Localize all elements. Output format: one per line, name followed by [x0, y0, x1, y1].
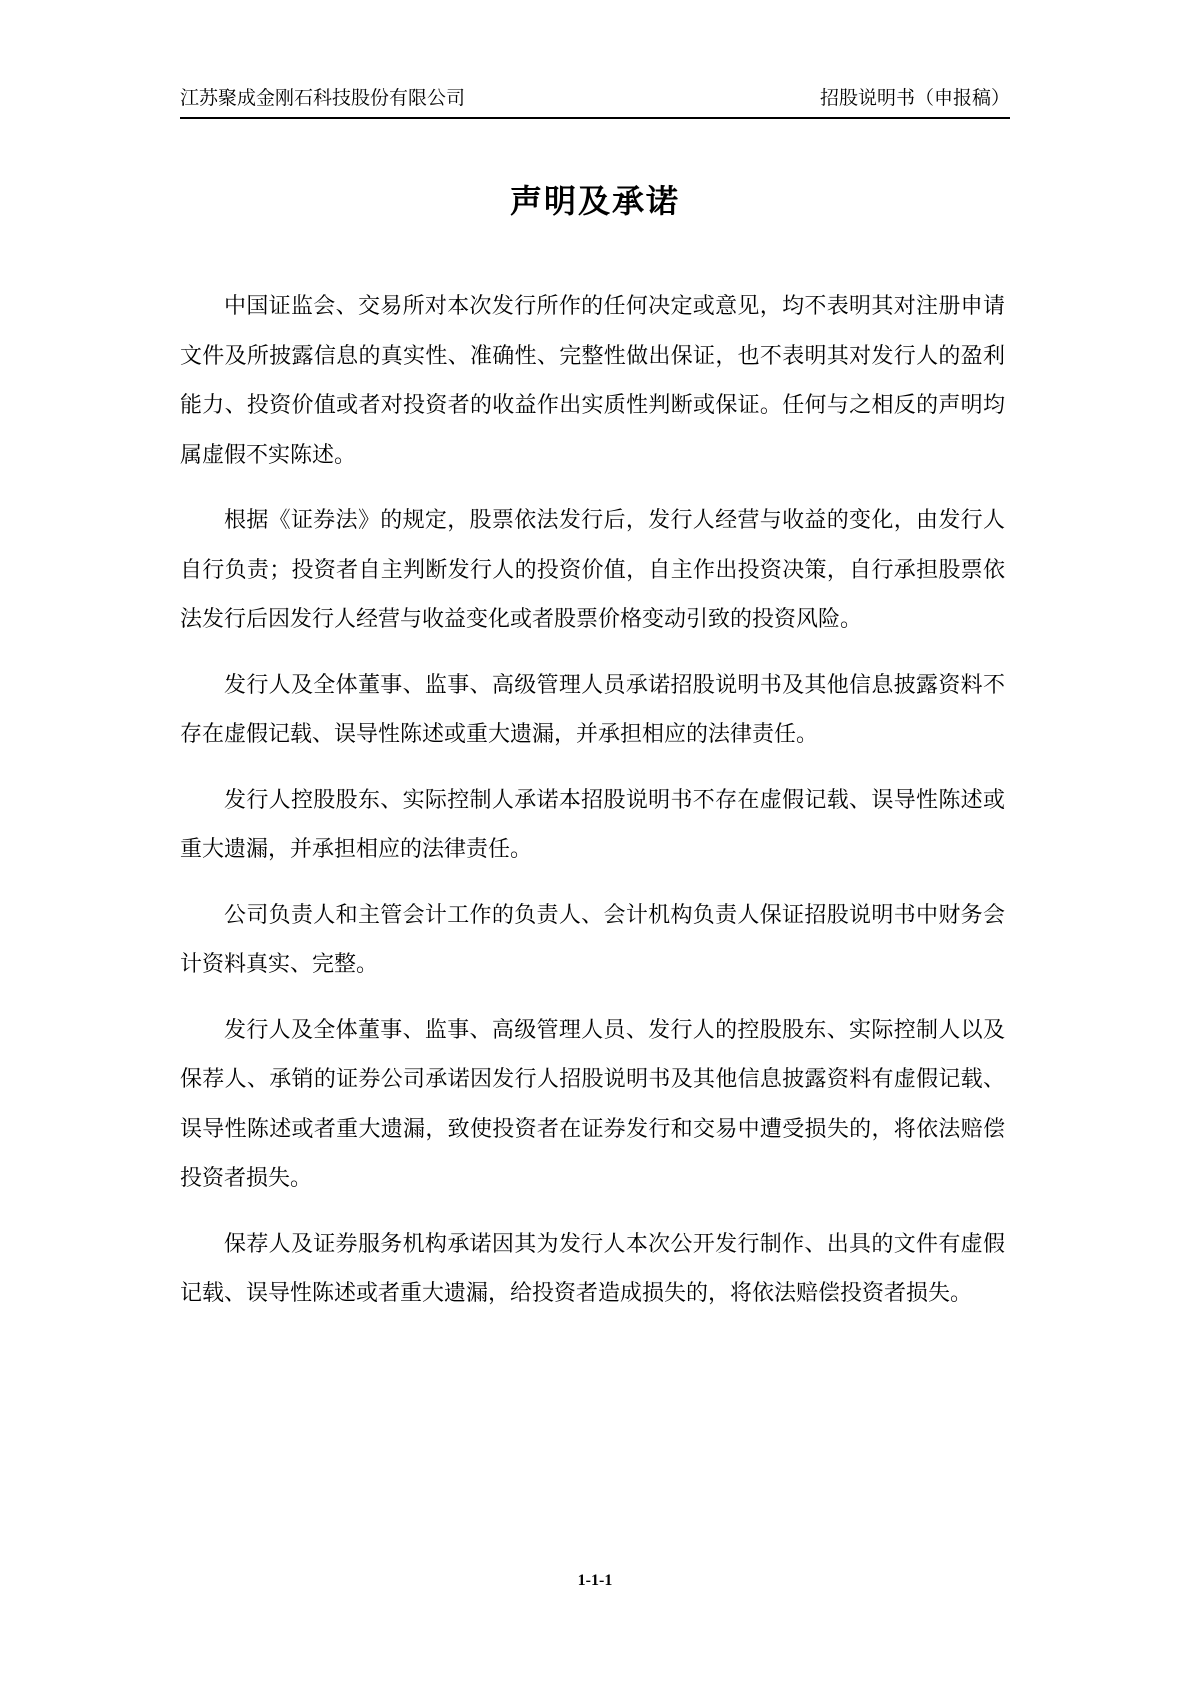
paragraph-regulator-disclaimer: 中国证监会、交易所对本次发行所作的任何决定或意见，均不表明其对注册申请文件及所披露信息的真实性、准确性、完整性做出保证，也不表明其对发行人的盈利能力、投资价值或者对投资者的收益作出实质性判断或保证。任何与之相反的声明均属虚假不实陈述。	[180, 294, 1005, 468]
page-number: 1-1-1	[577, 1572, 613, 1589]
statement-body	[180, 282, 1005, 1335]
page-header	[180, 84, 1010, 112]
paragraph-investment-risk: 根据《证券法》的规定，股票依法发行后，发行人经营与收益的变化，由发行人自行负责；投资者自主判断发行人的投资价值，自主作出投资决策，自行承担股票依法发行后因发行人经营与收益变化或者股票价格变动引致的投资风险。	[180, 508, 1005, 632]
page-title: 声明及承诺	[509, 182, 680, 220]
header-document-type: 招股说明书（申报稿）	[819, 87, 1010, 109]
header-company-name: 江苏聚成金刚石科技股份有限公司	[180, 87, 466, 109]
paragraph-sponsor-commitment: 保荐人及证券服务机构承诺因其为发行人本次公开发行制作、出具的文件有虚假记载、误导性陈述或者重大遗漏，给投资者造成损失的，将依法赔偿投资者损失。	[180, 1231, 1005, 1306]
paragraph-financial-data-guarantee: 公司负责人和主管会计工作的负责人、会计机构负责人保证招股说明书中财务会计资料真实、完整。	[180, 902, 1005, 977]
paragraph-directors-commitment: 发行人及全体董事、监事、高级管理人员承诺招股说明书及其他信息披露资料不存在虚假记载、误导性陈述或重大遗漏，并承担相应的法律责任。	[180, 672, 1005, 747]
paragraph-controlling-shareholder-commitment: 发行人控股股东、实际控制人承诺本招股说明书不存在虚假记载、误导性陈述或重大遗漏，并承担相应的法律责任。	[180, 787, 1005, 862]
paragraph-compensation-commitment: 发行人及全体董事、监事、高级管理人员、发行人的控股股东、实际控制人以及保荐人、承销的证券公司承诺因发行人招股说明书及其他信息披露资料有虚假记载、误导性陈述或者重大遗漏，致使投资者在证券发行和交易中遭受损失的，将依法赔偿投资者损失。	[180, 1017, 1005, 1191]
header-divider	[180, 117, 1010, 119]
